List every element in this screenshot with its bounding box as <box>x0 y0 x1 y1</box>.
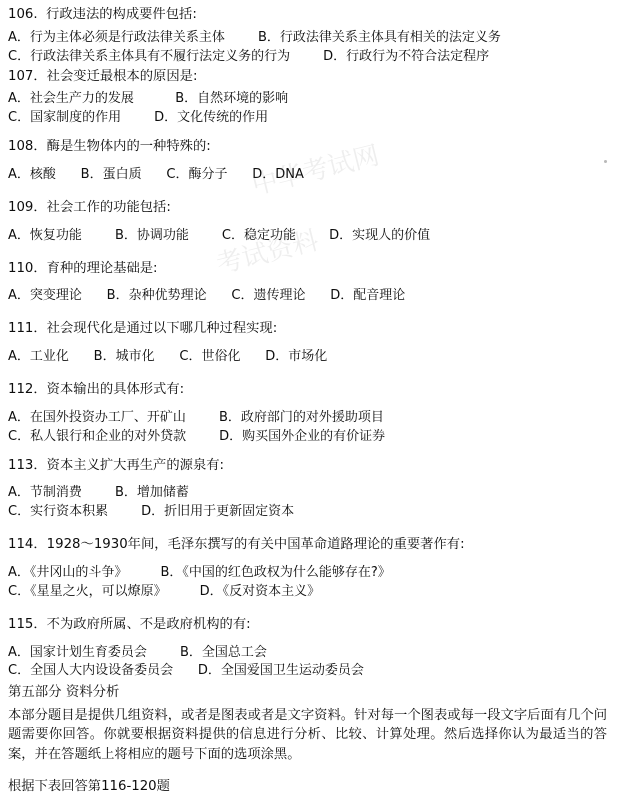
section-instruction: 根据下表回答第116-120题 <box>8 778 170 794</box>
question-110 <box>8 260 607 307</box>
section-title: 第五部分 资料分析 <box>8 685 120 701</box>
question-stem: 115．不为政府所属、不是政府机构的有: <box>8 616 251 632</box>
question-115 <box>8 616 607 682</box>
question-stem: 107．社会变迁最根本的原因是: <box>8 68 198 84</box>
scan-artifact-dot <box>604 160 607 163</box>
question-option-line: C．国家制度的作用 D．文化传统的作用 <box>8 110 269 126</box>
question-112 <box>8 381 607 447</box>
question-stem: 114．1928～1930年间，毛泽东撰写的有关中国革命道路理论的重要著作有: <box>8 537 465 553</box>
question-stem: 111．社会现代化是通过以下哪几种过程实现: <box>8 321 278 337</box>
question-stem: 108．酶是生物体内的一种特殊的: <box>8 139 211 155</box>
question-107 <box>8 68 607 129</box>
question-option-line: A．工业化 B．城市化 C．世俗化 D．市场化 <box>8 349 328 365</box>
question-option-line: A．核酸 B．蛋白质 C．酶分子 D．DNA <box>8 167 304 182</box>
question-option-line: A．国家计划生育委员会 B．全国总工会 <box>8 644 267 660</box>
question-stem: 112．资本输出的具体形式有: <box>8 382 185 397</box>
question-option-line: A．《井冈山的斗争》 B．《中国的红色政权为什么能够存在?》 <box>8 565 391 580</box>
question-option-line: A．恢复功能 B．协调功能 C．稳定功能 D．实现人的价值 <box>8 227 431 243</box>
question-stem: 113．资本主义扩大再生产的源泉有: <box>8 457 225 473</box>
question-option-line: C．全国人大内设设备委员会 D．全国爱国卫生运动委员会 <box>8 663 364 679</box>
question-113 <box>8 457 607 523</box>
question-option-line: C．私人银行和企业的对外贷款 D．购买国外企业的有价证券 <box>8 428 386 444</box>
question-106 <box>8 6 607 67</box>
question-111 <box>8 320 607 367</box>
question-option-line: A．节制消费 B．增加储蓄 <box>8 485 189 501</box>
question-109 <box>8 199 607 246</box>
question-option-line: A．行为主体必须是行政法律关系主体 B．行政法律关系主体具有相关的法定义务 <box>8 29 501 45</box>
question-option-line: A．在国外投资办工厂、开矿山 B．政府部门的对外援助项目 <box>8 409 384 425</box>
question-stem: 106. 行政违法的构成要件包括: <box>8 7 197 22</box>
watermark-text-2: 考试资料 <box>213 225 322 281</box>
question-stem: 110．育种的理论基础是: <box>8 260 158 276</box>
question-option-line: C．实行资本积累 D．折旧用于更新固定资本 <box>8 504 295 520</box>
question-114 <box>8 536 607 602</box>
watermark-text-1: 中华考试网 <box>248 140 383 202</box>
question-stem: 109．社会工作的功能包括: <box>8 199 171 215</box>
question-108 <box>8 138 607 185</box>
question-option-line: A．社会生产力的发展 B．自然环境的影响 <box>8 91 289 107</box>
question-option-line: C．《星星之火，可以燎原》 D．《反对资本主义》 <box>8 583 321 599</box>
section-paragraph: 本部分题目是提供几组资料，或者是图表或者是文字资料。针对每一个图表或每一段文字后面有几个问题需要你回答。你就要根据资料提供的信息进行分析、比较、计算处理。然后选择你认为最适当的答案，并在答题纸上将相应的题号下面的选项涂黑。 <box>8 707 607 763</box>
question-option-line: C．行政法律关系主体具有不履行法定义务的行为 D．行政行为不符合法定程序 <box>8 48 490 64</box>
question-option-line: A．突变理论 B．杂种优势理论 C．遗传理论 D．配音理论 <box>8 288 406 304</box>
